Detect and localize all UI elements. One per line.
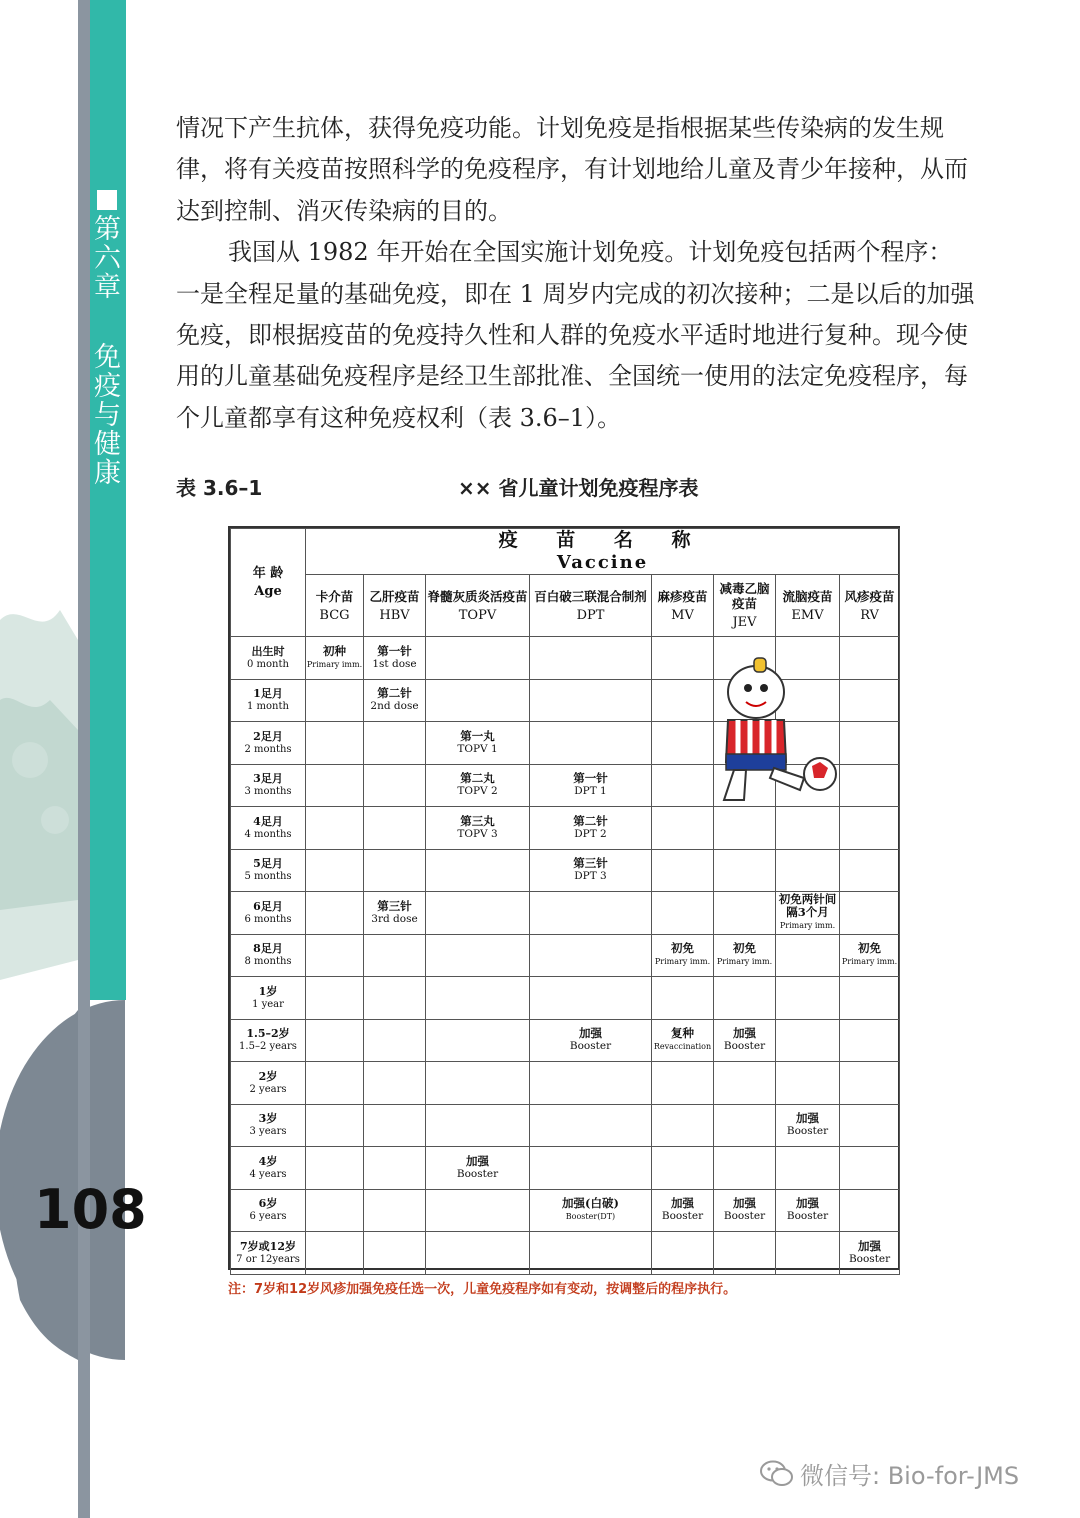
dose-cell: 初免两针间隔3个月 Primary imm. [776,892,840,935]
dose-cell: 第二针 DPT 2 [530,807,652,850]
empty-cell [840,1189,900,1232]
empty-cell [652,977,714,1020]
dose-cell: 加强 Booster [530,1019,652,1062]
table-row [231,1104,900,1147]
empty-cell [652,1062,714,1105]
empty-cell [306,849,364,892]
empty-cell [840,679,900,722]
empty-cell [840,849,900,892]
age-cell: 3岁 3 years [231,1104,306,1147]
table-row [231,892,900,935]
dose-cell: 初免 Primary imm. [840,934,900,977]
empty-cell [364,1147,426,1190]
dose-cell: 第三针 3rd dose [364,892,426,935]
dose-cell: 加强 Booster [776,1189,840,1232]
vaccine-column-header: 减毒乙脑疫苗 JEV [714,575,776,637]
empty-cell [840,1147,900,1190]
empty-cell [426,1019,530,1062]
empty-cell [364,1232,426,1275]
table-row [231,1189,900,1232]
paragraph: 情况下产生抗体，获得免疫功能。计划免疫是指根据某些传染病的发生规律，将有关疫苗按照科学的免疫程序，有计划地给儿童及青少年接种，从而达到控制、消灭传染病的目的。 [176,114,968,225]
empty-cell [306,1062,364,1105]
empty-cell [530,637,652,680]
empty-cell [714,1104,776,1147]
dose-cell: 复种 Revaccination [652,1019,714,1062]
dose-cell: 第一针 1st dose [364,637,426,680]
empty-cell [426,1232,530,1275]
wechat-watermark [760,1456,1019,1491]
age-cell: 1岁 1 year [231,977,306,1020]
empty-cell [426,892,530,935]
vaccine-header: 疫 苗 名 称 Vaccine [306,529,900,575]
empty-cell [364,934,426,977]
empty-cell [776,977,840,1020]
age-cell: 2岁 2 years [231,1062,306,1105]
dose-cell: 第二丸 TOPV 2 [426,764,530,807]
empty-cell [426,637,530,680]
dose-cell: 第二针 2nd dose [364,679,426,722]
empty-cell [714,977,776,1020]
dose-cell: 第三针 DPT 3 [530,849,652,892]
wechat-icon [760,1460,794,1488]
empty-cell [840,1062,900,1105]
vaccine-column-header: 脊髓灰质炎活疫苗 TOPV [426,575,530,637]
dose-cell: 加强 Booster [714,1019,776,1062]
empty-cell [306,807,364,850]
page-number: 108 [34,1178,147,1241]
empty-cell [364,764,426,807]
table-row [231,807,900,850]
empty-cell [776,1019,840,1062]
age-cell: 出生时 0 month [231,637,306,680]
table-label: 表 3.6–1 [176,476,263,500]
empty-cell [426,679,530,722]
table-row [231,977,900,1020]
empty-cell [426,977,530,1020]
dose-cell: 加强 Booster [840,1232,900,1275]
empty-cell [714,1232,776,1275]
empty-cell [652,1147,714,1190]
dose-cell: 第一针 DPT 1 [530,764,652,807]
empty-cell [306,1232,364,1275]
empty-cell [530,892,652,935]
dose-cell: 初免 Primary imm. [714,934,776,977]
empty-cell [652,849,714,892]
chapter-marker-square [97,190,117,210]
dose-cell: 加强 Booster [426,1147,530,1190]
empty-cell [714,1062,776,1105]
empty-cell [776,1147,840,1190]
empty-cell [840,637,900,680]
age-cell: 2足月 2 months [231,722,306,765]
schedule-table [230,528,900,1275]
empty-cell [840,722,900,765]
empty-cell [426,1104,530,1147]
empty-cell [306,892,364,935]
empty-cell [426,1189,530,1232]
dose-cell: 初种 Primary imm. [306,637,364,680]
vaccine-column-header: 乙肝疫苗 HBV [364,575,426,637]
empty-cell [530,1062,652,1105]
empty-cell [364,1104,426,1147]
empty-cell [840,807,900,850]
empty-cell [530,722,652,765]
chapter-band [90,0,126,1000]
age-cell: 5足月 5 months [231,849,306,892]
table-note: 注：7岁和12岁风疹加强免疫任选一次，儿童免疫程序如有变动，按调整后的程序执行。 [228,1282,737,1297]
table-title: ×× 省儿童计划免疫程序表 [458,476,699,500]
age-cell: 7岁或12岁 7 or 12years [231,1232,306,1275]
mascot-illustration [694,650,844,810]
empty-cell [364,807,426,850]
empty-cell [840,892,900,935]
immunization-table [228,526,900,1270]
empty-cell [530,1147,652,1190]
dose-cell: 加强(白破) Booster(DT) [530,1189,652,1232]
age-header: 年 龄 Age [231,529,306,637]
empty-cell [426,934,530,977]
empty-cell [840,977,900,1020]
empty-cell [306,977,364,1020]
empty-cell [306,1019,364,1062]
empty-cell [306,934,364,977]
vaccine-column-header: 风疹疫苗 RV [840,575,900,637]
empty-cell [652,1232,714,1275]
empty-cell [776,849,840,892]
empty-cell [652,892,714,935]
empty-cell [426,1062,530,1105]
age-cell: 6岁 6 years [231,1189,306,1232]
empty-cell [426,849,530,892]
empty-cell [530,679,652,722]
age-cell: 4岁 4 years [231,1147,306,1190]
empty-cell [530,934,652,977]
dose-cell: 加强 Booster [776,1104,840,1147]
empty-cell [776,934,840,977]
empty-cell [306,764,364,807]
dose-cell: 第一丸 TOPV 1 [426,722,530,765]
empty-cell [364,977,426,1020]
chapter-title: 免疫与健康 [89,342,120,487]
empty-cell [306,1189,364,1232]
empty-cell [530,977,652,1020]
chapter-number: 第六章 [89,214,120,301]
age-cell: 6足月 6 months [231,892,306,935]
dose-cell: 初免 Primary imm. [652,934,714,977]
empty-cell [652,1104,714,1147]
age-cell: 1.5–2岁 1.5–2 years [231,1019,306,1062]
empty-cell [306,679,364,722]
age-cell: 3足月 3 months [231,764,306,807]
empty-cell [714,892,776,935]
empty-cell [364,1019,426,1062]
watermark-text: 微信号: Bio-for-JMS [800,1462,1020,1490]
empty-cell [530,1232,652,1275]
empty-cell [652,807,714,850]
empty-cell [364,722,426,765]
age-cell: 1足月 1 month [231,679,306,722]
dose-cell: 第三丸 TOPV 3 [426,807,530,850]
paragraph: 我国从 1982 年开始在全国实施计划免疫。计划免疫包括两个程序：一是全程足量的基础免疫，即在 1 周岁内完成的初次接种；二是以后的加强免疫，即根据疫苗的免疫持久性和人群的免疫水平适时地进行复种。现今使用的儿童基础免疫程序是经卫生部批准、全国统一使用的法定免疫程序，每个儿童都享有这种免疫权利（表 3.6–1）。 [176,238,975,432]
vaccine-column-header: 流脑疫苗 EMV [776,575,840,637]
table-row [231,849,900,892]
empty-cell [364,1062,426,1105]
empty-cell [776,1062,840,1105]
body-text [176,108,976,439]
empty-cell [776,1232,840,1275]
empty-cell [840,764,900,807]
empty-cell [530,1104,652,1147]
empty-cell [840,1019,900,1062]
empty-cell [364,1189,426,1232]
empty-cell [306,722,364,765]
table-row [231,1019,900,1062]
table-row [231,1232,900,1275]
empty-cell [306,1104,364,1147]
empty-cell [840,1104,900,1147]
empty-cell [776,807,840,850]
empty-cell [714,807,776,850]
chapter-label [89,214,124,487]
table-row [231,1062,900,1105]
dose-cell: 加强 Booster [714,1189,776,1232]
age-cell: 4足月 4 months [231,807,306,850]
dose-cell: 加强 Booster [652,1189,714,1232]
age-cell: 8足月 8 months [231,934,306,977]
vaccine-column-header: 麻疹疫苗 MV [652,575,714,637]
empty-cell [364,849,426,892]
empty-cell [714,849,776,892]
table-row [231,1147,900,1190]
table-row [231,934,900,977]
vaccine-column-header: 卡介苗 BCG [306,575,364,637]
vaccine-column-header: 百白破三联混合制剂 DPT [530,575,652,637]
empty-cell [306,1147,364,1190]
empty-cell [714,1147,776,1190]
